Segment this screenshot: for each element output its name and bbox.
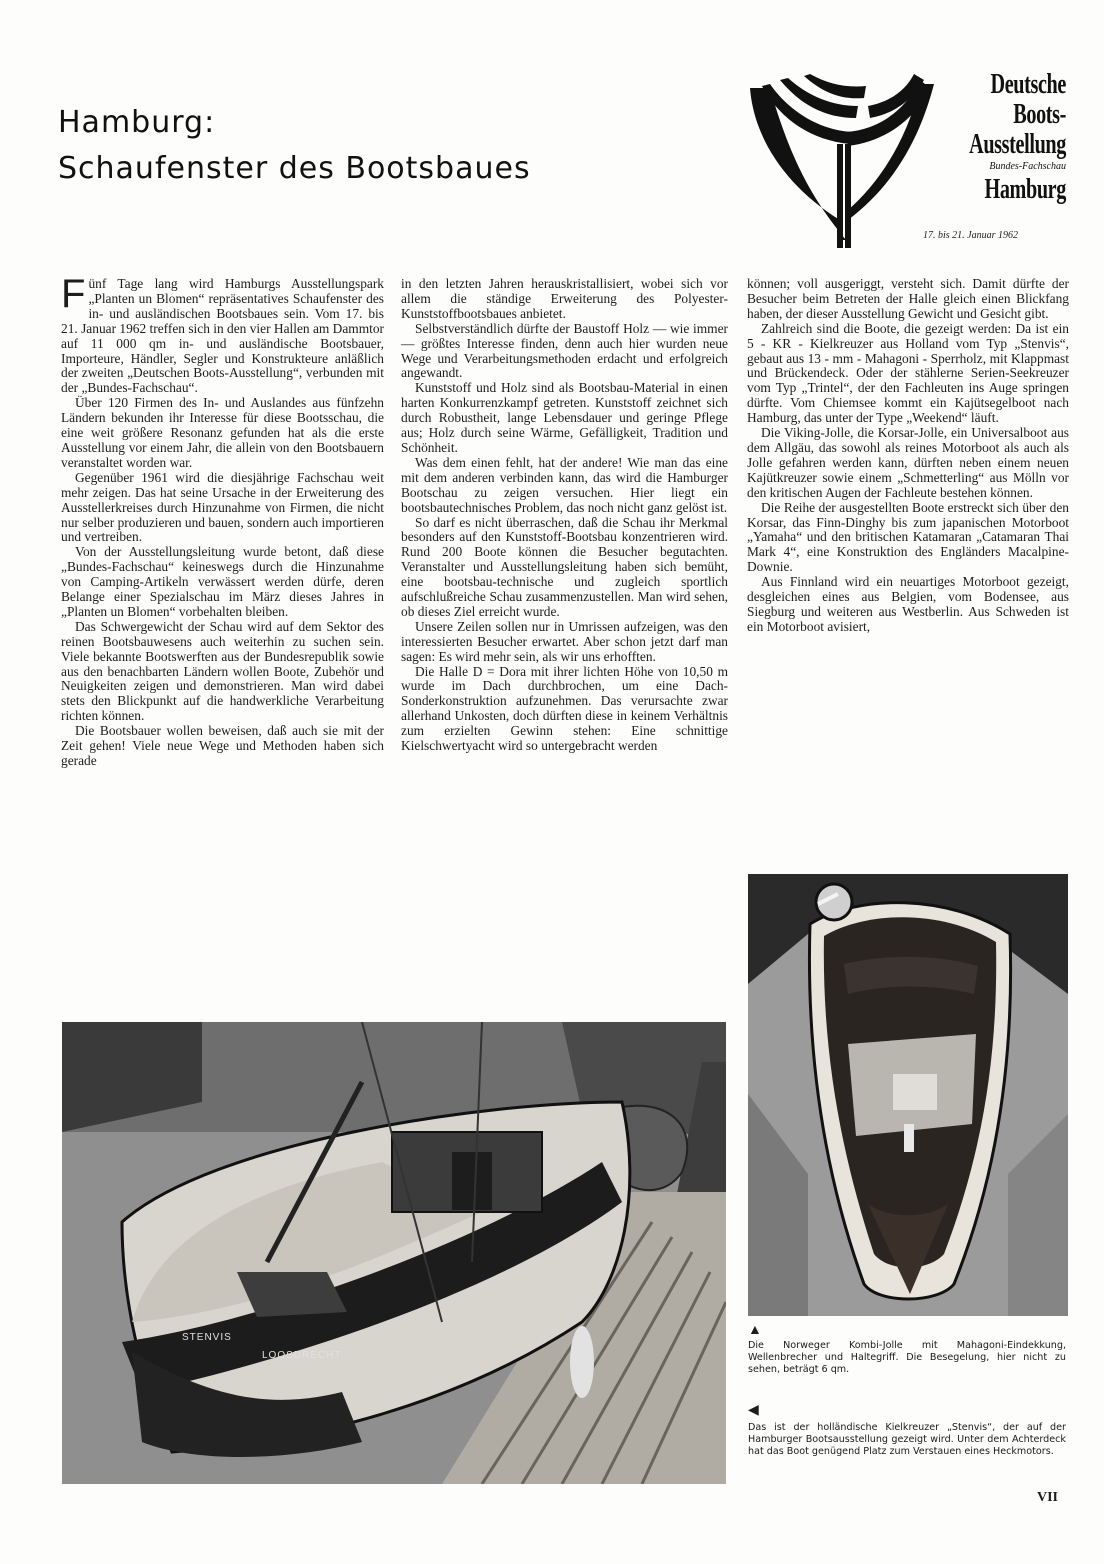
article-column-1 <box>61 272 384 769</box>
paragraph: Gegenüber 1961 wird die diesjährige Fachschau weit mehr zeigen. Das hat seine Ursache in der Erweiterung des Ausstellerkreises durch Hinzunahme von Firmen, die nicht nur selber produzieren und bauen, sondern auch importieren und vertreiben. <box>61 469 384 545</box>
article-column-3 <box>747 277 1069 635</box>
paragraph: Unsere Zeilen sollen nur in Umrissen aufzeigen, was den interessierten Besucher erwartet. Aber schon jetzt darf man sagen: Es wird mehr sein, als wir uns erhofften. <box>401 618 728 664</box>
photo-stenvis-keelboat <box>62 1022 726 1484</box>
logo-word-hamburg: Hamburg <box>984 174 1066 205</box>
caption-arrow-up-icon: ▲ <box>748 1323 762 1338</box>
logo-subtitle: Bundes-Fachschau <box>989 161 1066 172</box>
paragraph: Die Bootsbauer wollen beweisen, daß auch sie mit der Zeit gehen! Viele neue Wege und Methoden haben sich gerade <box>61 723 384 768</box>
paragraph: Das Schwergewicht der Schau wird auf dem Sektor des reinen Bootsbauwesens auch weiterhin zu suchen sein. Viele bekannte Bootswerften aus der Bundesrepublik sowie aus den benachbarten Ländern wollen Boote, Zubehör und Neuigkeiten zeigen und demonstrieren. Man wird dabei stets den Blickpunkt auf die handwerkliche Verarbeitung richten können. <box>61 618 384 724</box>
logo-word-ausstellung: Ausstellung <box>969 129 1066 160</box>
paragraph: Aus Finnland wird ein neuartiges Motorboot gezeigt, desgleichen eines aus Belgien, vom Bodensee, aus Siegburg und weiteren aus Westberlin. Aus Schweden ist ein Motorboot avisiert, <box>747 574 1069 634</box>
paragraph: Über 120 Firmen des In- und Auslandes aus fünfzehn Ländern bekunden ihr Interesse für diese Bootsschau, die eine weit größere Resonanz gefunden hat als die erste Ausstellung vor einem Jahr, die allein von den Bootsbauern veranstaltet worden war. <box>61 395 384 470</box>
page-number: VII <box>1037 1490 1059 1505</box>
paragraph: Fünf Tage lang wird Hamburgs Ausstellungspark „Planten un Blomen“ repräsentatives Schaufenster des in- und ausländischen Bootsbaues sein. Vom 17. bis 21. Januar 1962 treffen sich in den vier Hallen am Dammtor auf 11 000 qm in- und ausländische Bootsbauer, Importeure, Händler, Segler und Konstrukteure anläßlich der zweiten „Deutschen Boots-Ausstellung“, verbunden mit der „Bundes-Fachschau“. <box>61 272 384 396</box>
paragraph: So darf es nicht überraschen, daß die Schau ihr Merkmal besonders auf den Kunststoff-Bootsbau konzentrieren wird. Rund 200 Boote können die Besucher begutachten. Veranstalter und Ausstellungsleitung haben sich bemüht, eine bootsbau-technische und zugleich sportlich aufschlußreiche Schau zusammenzustellen. Man wird sehen, ob dieses Ziel erreicht wurde. <box>401 514 728 619</box>
paragraph: Selbstverständlich dürfte der Baustoff Holz — wie immer — größtes Interesse finden, denn auch hier wurden neue Wege und Verarbeitungsmethoden erdacht und erfolgreich angewandt. <box>401 320 728 381</box>
photo-kombi-jolle <box>748 874 1068 1316</box>
hull-lettering-stenvis: STENVIS <box>182 1332 232 1343</box>
headline-line-1: Hamburg: <box>58 105 216 140</box>
caption-arrow-left-icon: ◀ <box>748 1403 759 1418</box>
headline-line-2: Schaufenster des Bootsbaues <box>58 151 531 186</box>
drop-cap: F <box>61 272 86 316</box>
caption-stenvis: Das ist der holländische Kielkreuzer „Stenvis“, der auf der Hamburger Bootsausstellung gezeigt wird. Unter dem Achterdeck hat das Boot genügend Platz zum Verstauen eines Heckmotors. <box>748 1422 1066 1458</box>
paragraph: Zahlreich sind die Boote, die gezeigt werden: Da ist ein 5 - KR - Kielkreuzer aus Holland vom Typ „Stenvis“, gebaut aus 13 - mm - Mahagoni - Sperrholz, mit Klappmast und Brückendeck. Oder der stählerne Serien-Seekreuzer vom Typ „Trintel“, der den Fachleuten ins Auge springen dürfte. Vom Chiemsee kommt ein Kajütsegelboot nach Hamburg, das unter der Type „Weekend“ läuft. <box>747 320 1069 426</box>
article-column-2 <box>401 277 728 754</box>
paragraph: in den letzten Jahren herauskristallisiert, wobei sich vor allem die ständige Erweiterung des Polyester-Kunststoffbootsbaues anbietet. <box>401 276 728 321</box>
logo-word-boots: Boots- <box>1013 99 1066 130</box>
paragraph: können; voll ausgeriggt, versteht sich. Damit dürfte der Besucher beim Betreten der Halle gleich einen Blickfang haben, der dieser Ausstellung Gewicht und Gesicht gibt. <box>747 276 1069 321</box>
hull-lettering-loosdrecht: LOOSDRECHT <box>262 1350 342 1361</box>
caption-kombi-jolle: Die Norweger Kombi-Jolle mit Mahagoni-Eindekkung, Wellenbrecher und Haltegriff. Die Besegelung, hier nicht zu sehen, beträgt 6 qm. <box>748 1340 1066 1376</box>
paragraph: Kunststoff und Holz sind als Bootsbau-Material in einen harten Konkurrenzkampf getreten. Kunststoff zeichnet sich durch Robustheit, lange Lebensdauer und geringe Pflege aus; Holz durch seine Wärme, Gefälligkeit, Tradition und Schönheit. <box>401 380 728 455</box>
keelboat-illustration <box>62 1022 726 1484</box>
paragraph: Die Halle D = Dora mit ihrer lichten Höhe von 10,50 m wurde im Dach durchbrochen, um eine Dach-Sonderkonstruktion aufzunehmen. Das verursachte zwar allerhand Unkosten, doch dürften diese in keinem Verhältnis zum erzielten Gewinn stehen: Eine schnittige Kielschwertyacht wird so untergebracht werden <box>401 663 728 754</box>
logo-word-deutsche: Deutsche <box>990 69 1066 100</box>
boat-hull-emblem <box>748 70 938 252</box>
exhibition-logo <box>748 70 1066 252</box>
paragraph: Die Reihe der ausgestellten Boote erstreckt sich über den Korsar, das Finn-Dinghy bis zum japanischen Motorboot „Yamaha“ und den britischen Katamaran „Catamaran Thai Mark 4“, eine Konstruktion des Engländers Macalpine-Downie. <box>747 499 1069 575</box>
logo-wordmark <box>926 70 1066 205</box>
paragraph: Was dem einen fehlt, hat der andere! Wie man das eine mit dem anderen verbinden kann, das wird die Hamburger Bootschau zu zeigen versuchen. Hier liegt ein bootsbautechnisches Problem, das noch nicht ganz gelöst ist. <box>401 454 728 515</box>
paragraph: Die Viking-Jolle, die Korsar-Jolle, ein Universalboot aus dem Allgäu, das sowohl als reines Motorboot als auch als Jolle gefahren werden kann, dürften neben einem neuen Kajütkreuzer sowie einem „Schmetterling“ aus Mölln vor den kritischen Augen der Fachleute bestehen können. <box>747 425 1069 500</box>
article-headline <box>58 100 718 192</box>
dinghy-illustration <box>748 874 1068 1316</box>
logo-date: 17. bis 21. Januar 1962 <box>923 230 1018 241</box>
paragraph: Von der Ausstellungsleitung wurde betont, daß diese „Bundes-Fachschau“ keineswegs durch die Hinzunahme von Camping-Artikeln verwässert werden dürfe, deren Belange einer Spezialschau im März dieses Jahres in „Planten un Blomen“ vorbehalten bleiben. <box>61 544 384 619</box>
